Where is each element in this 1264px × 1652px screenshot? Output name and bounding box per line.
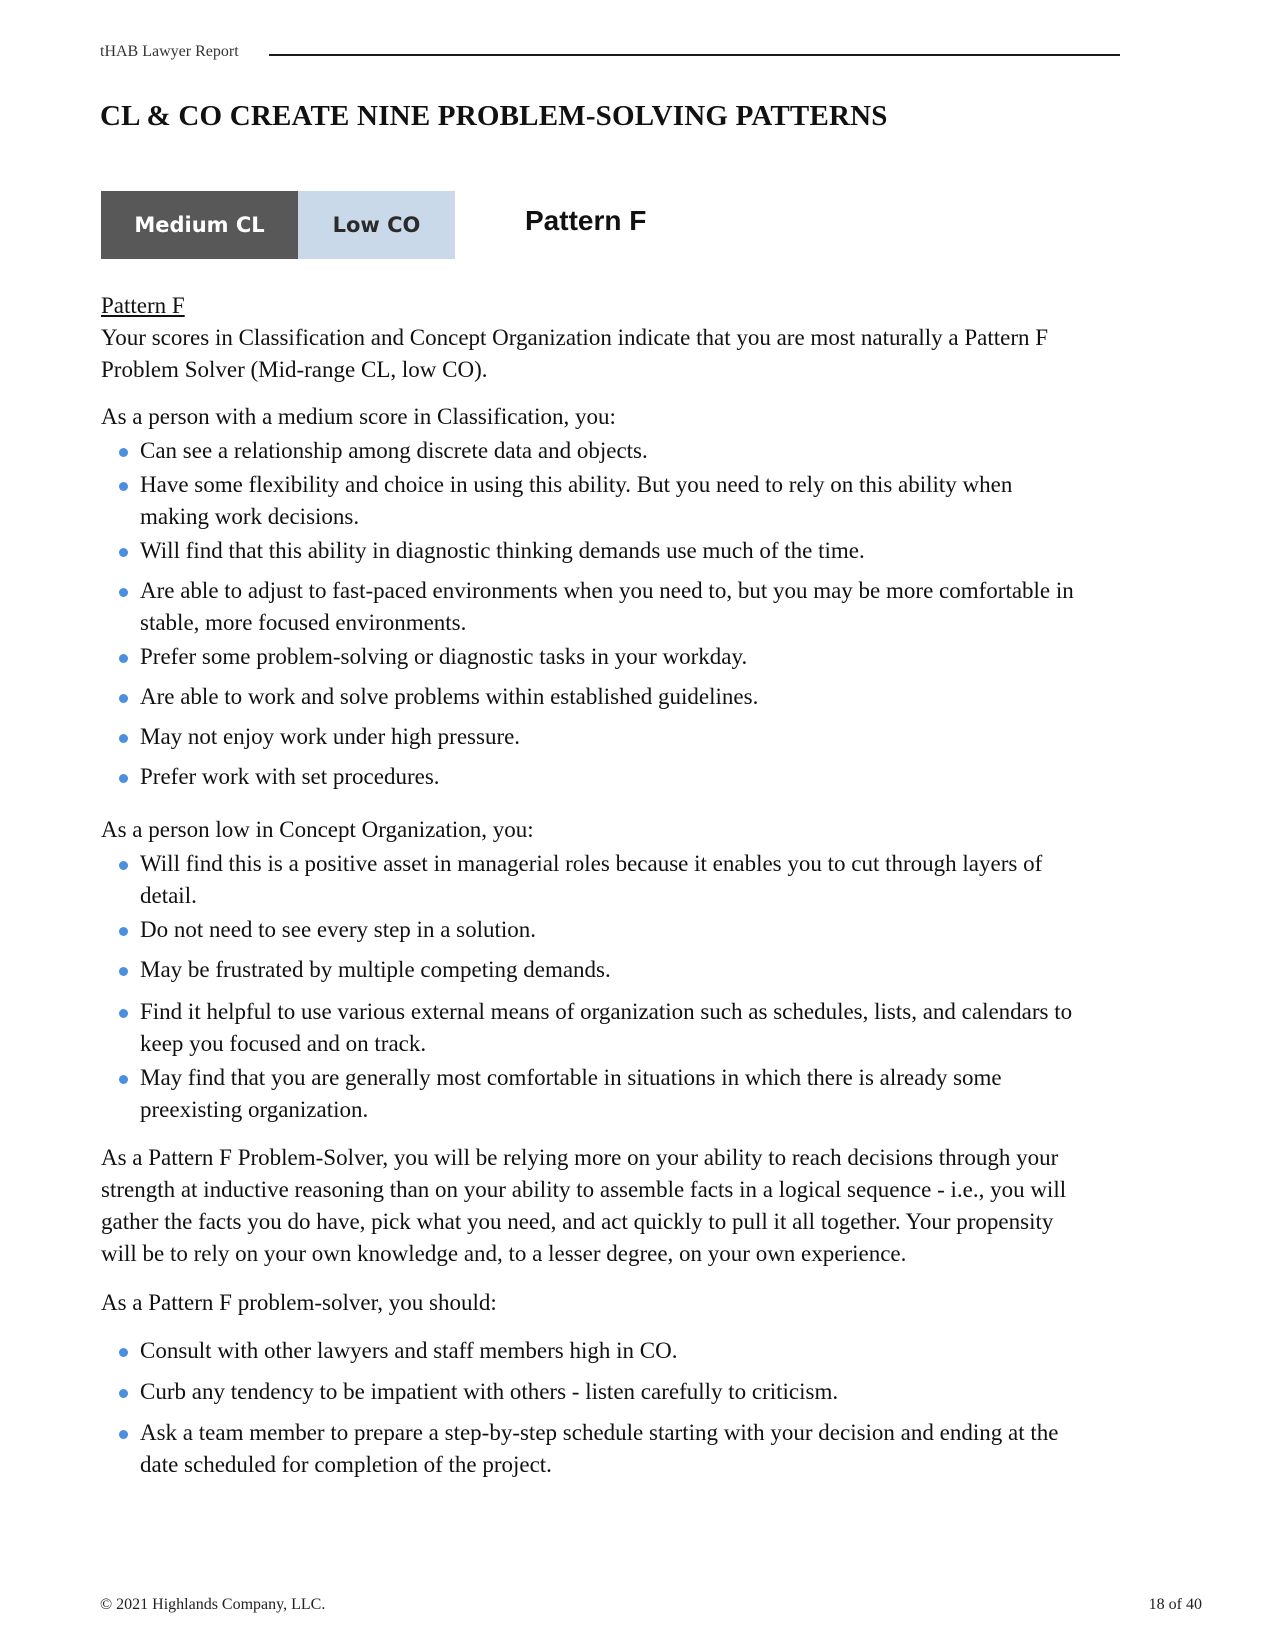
- list-item: Prefer work with set procedures.: [101, 761, 1081, 793]
- page-title: CL & CO CREATE NINE PROBLEM-SOLVING PATTERNS: [100, 100, 888, 132]
- intro-text: Your scores in Classification and Concept Organization indicate that you are most naturally a Pattern F Problem Solver (Mid-range CL, low CO).: [101, 325, 1049, 382]
- list-item: Find it helpful to use various external means of organization such as schedules, lists, and calendars to keep you focused and on track.: [101, 996, 1081, 1060]
- list-item: Will find this is a positive asset in managerial roles because it enables you to cut through layers of detail.: [101, 848, 1081, 912]
- report-title: tHAB Lawyer Report: [100, 43, 239, 60]
- header-rule: [269, 54, 1120, 56]
- list-item: Will find that this ability in diagnostic thinking demands use much of the time.: [101, 535, 1081, 567]
- bullet-icon: [119, 694, 128, 703]
- list-item: Curb any tendency to be impatient with others - listen carefully to criticism.: [101, 1376, 1081, 1408]
- bullet-icon: [119, 734, 128, 743]
- bullet-icon: [119, 1009, 128, 1018]
- cl-level-badge: Medium CL: [101, 191, 298, 259]
- pattern-banner: [101, 191, 455, 259]
- classification-list: [101, 435, 1081, 793]
- list-item: Ask a team member to prepare a step-by-step schedule starting with your decision and ending at the date scheduled for completion of the project.: [101, 1417, 1081, 1481]
- recommendations-list: [101, 1335, 1081, 1481]
- list-item: May find that you are generally most comfortable in situations in which there is already some preexisting organization.: [101, 1062, 1081, 1126]
- bullet-icon: [119, 927, 128, 936]
- bullet-icon: [119, 774, 128, 783]
- list-item: Are able to adjust to fast-paced environments when you need to, but you may be more comfortable in stable, more focused environments.: [101, 575, 1081, 639]
- summary-paragraph: As a Pattern F Problem-Solver, you will be relying more on your ability to reach decisions through your strength at inductive reasoning than on your ability to assemble facts in a logical sequence - i.e., you will gather the facts you do have, pick what you need, and act quickly to pull it all together. Your propensity will be to rely on your own knowledge and, to a lesser degree, on your own experience.: [101, 1145, 1067, 1266]
- bullet-icon: [119, 861, 128, 870]
- list-item: Prefer some problem-solving or diagnostic tasks in your workday.: [101, 641, 1081, 673]
- bullet-icon: [119, 548, 128, 557]
- list-item: May not enjoy work under high pressure.: [101, 721, 1081, 753]
- list-item: Have some flexibility and choice in using this ability. But you need to rely on this ability when making work decisions.: [101, 469, 1081, 533]
- co-level-badge: Low CO: [298, 191, 455, 259]
- intro-heading: Pattern F: [101, 293, 185, 318]
- footer-page-number: 18 of 40: [1148, 1596, 1202, 1613]
- list-item: Can see a relationship among discrete data and objects.: [101, 435, 1081, 467]
- bullet-icon: [119, 1348, 128, 1357]
- list-item: Do not need to see every step in a solution.: [101, 914, 1081, 946]
- page-header: [100, 40, 1120, 64]
- list-item: Are able to work and solve problems within established guidelines.: [101, 681, 1081, 713]
- bullet-icon: [119, 1075, 128, 1084]
- report-body: [101, 290, 1081, 1481]
- bullet-icon: [119, 482, 128, 491]
- bullet-icon: [119, 448, 128, 457]
- bullet-icon: [119, 1430, 128, 1439]
- bullet-icon: [119, 654, 128, 663]
- classification-lead: As a person with a medium score in Classification, you:: [101, 404, 616, 429]
- list-item: May be frustrated by multiple competing demands.: [101, 954, 1081, 986]
- concept-organization-lead: As a person low in Concept Organization, you:: [101, 817, 534, 842]
- recommendations-lead: As a Pattern F problem-solver, you should:: [101, 1290, 497, 1315]
- bullet-icon: [119, 967, 128, 976]
- bullet-icon: [119, 1389, 128, 1398]
- bullet-icon: [119, 588, 128, 597]
- footer-copyright: © 2021 Highlands Company, LLC.: [100, 1596, 326, 1613]
- concept-organization-list: [101, 848, 1081, 1126]
- list-item: Consult with other lawyers and staff members high in CO.: [101, 1335, 1081, 1367]
- pattern-label: Pattern F: [525, 205, 647, 236]
